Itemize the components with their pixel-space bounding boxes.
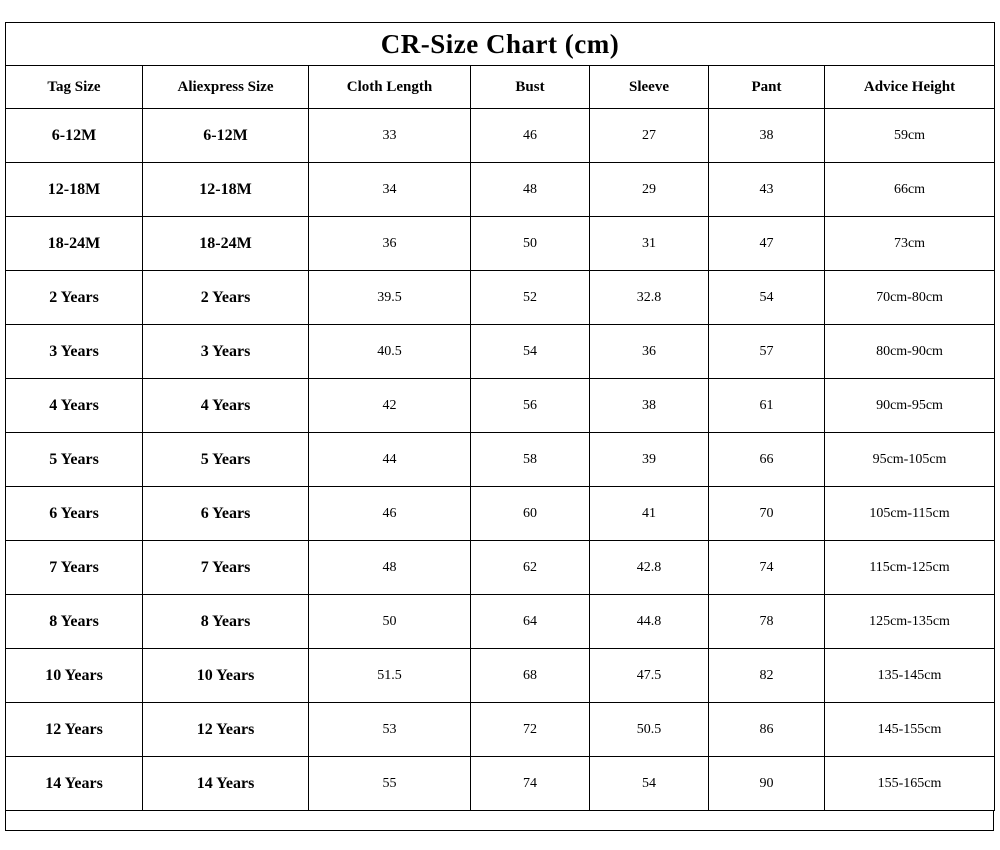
cell-tag-size: 5 Years bbox=[6, 433, 143, 487]
cell-sleeve: 41 bbox=[590, 487, 709, 541]
chart-title-row bbox=[6, 23, 995, 66]
column-header-aliexpress-size: Aliexpress Size bbox=[143, 66, 309, 109]
cell-cloth-length: 48 bbox=[309, 541, 471, 595]
table-row bbox=[6, 217, 995, 271]
cell-advice-height: 66cm bbox=[825, 163, 995, 217]
cell-tag-size: 12 Years bbox=[6, 703, 143, 757]
cell-sleeve: 44.8 bbox=[590, 595, 709, 649]
table-row bbox=[6, 163, 995, 217]
cell-advice-height: 95cm-105cm bbox=[825, 433, 995, 487]
cell-aliexpress-size: 12-18M bbox=[143, 163, 309, 217]
cell-advice-height: 59cm bbox=[825, 109, 995, 163]
cell-cloth-length: 34 bbox=[309, 163, 471, 217]
table-row bbox=[6, 109, 995, 163]
cell-pant: 70 bbox=[709, 487, 825, 541]
cell-pant: 57 bbox=[709, 325, 825, 379]
cell-aliexpress-size: 8 Years bbox=[143, 595, 309, 649]
cell-bust: 54 bbox=[471, 325, 590, 379]
cell-aliexpress-size: 3 Years bbox=[143, 325, 309, 379]
cell-advice-height: 70cm-80cm bbox=[825, 271, 995, 325]
cell-pant: 47 bbox=[709, 217, 825, 271]
cell-aliexpress-size: 5 Years bbox=[143, 433, 309, 487]
cell-tag-size: 3 Years bbox=[6, 325, 143, 379]
cell-cloth-length: 44 bbox=[309, 433, 471, 487]
cell-sleeve: 47.5 bbox=[590, 649, 709, 703]
cell-advice-height: 115cm-125cm bbox=[825, 541, 995, 595]
column-header-cloth-length: Cloth Length bbox=[309, 66, 471, 109]
column-header-row bbox=[6, 66, 995, 109]
cell-cloth-length: 39.5 bbox=[309, 271, 471, 325]
cell-sleeve: 39 bbox=[590, 433, 709, 487]
cell-cloth-length: 50 bbox=[309, 595, 471, 649]
table-row bbox=[6, 379, 995, 433]
cell-pant: 43 bbox=[709, 163, 825, 217]
cell-sleeve: 31 bbox=[590, 217, 709, 271]
table-row bbox=[6, 757, 995, 811]
cell-pant: 54 bbox=[709, 271, 825, 325]
cell-pant: 61 bbox=[709, 379, 825, 433]
cell-tag-size: 6 Years bbox=[6, 487, 143, 541]
cell-pant: 38 bbox=[709, 109, 825, 163]
cell-sleeve: 27 bbox=[590, 109, 709, 163]
cell-cloth-length: 33 bbox=[309, 109, 471, 163]
table-row bbox=[6, 325, 995, 379]
table-row bbox=[6, 595, 995, 649]
cell-advice-height: 90cm-95cm bbox=[825, 379, 995, 433]
cell-pant: 86 bbox=[709, 703, 825, 757]
cell-bust: 58 bbox=[471, 433, 590, 487]
cell-tag-size: 18-24M bbox=[6, 217, 143, 271]
column-header-sleeve: Sleeve bbox=[590, 66, 709, 109]
cell-aliexpress-size: 7 Years bbox=[143, 541, 309, 595]
cell-aliexpress-size: 6 Years bbox=[143, 487, 309, 541]
cell-tag-size: 8 Years bbox=[6, 595, 143, 649]
cell-sleeve: 29 bbox=[590, 163, 709, 217]
cell-bust: 62 bbox=[471, 541, 590, 595]
cell-tag-size: 7 Years bbox=[6, 541, 143, 595]
cell-bust: 46 bbox=[471, 109, 590, 163]
size-chart-page bbox=[0, 22, 1000, 850]
cell-cloth-length: 55 bbox=[309, 757, 471, 811]
cell-pant: 74 bbox=[709, 541, 825, 595]
column-header-tag-size: Tag Size bbox=[6, 66, 143, 109]
cell-aliexpress-size: 2 Years bbox=[143, 271, 309, 325]
table-row bbox=[6, 541, 995, 595]
cell-sleeve: 38 bbox=[590, 379, 709, 433]
chart-title: CR-Size Chart (cm) bbox=[6, 23, 995, 66]
cell-sleeve: 32.8 bbox=[590, 271, 709, 325]
cell-pant: 66 bbox=[709, 433, 825, 487]
cell-bust: 68 bbox=[471, 649, 590, 703]
cell-tag-size: 14 Years bbox=[6, 757, 143, 811]
cell-cloth-length: 36 bbox=[309, 217, 471, 271]
cell-cloth-length: 46 bbox=[309, 487, 471, 541]
cell-bust: 74 bbox=[471, 757, 590, 811]
table-row bbox=[6, 433, 995, 487]
size-chart-body bbox=[6, 23, 995, 811]
cell-tag-size: 10 Years bbox=[6, 649, 143, 703]
table-row bbox=[6, 271, 995, 325]
cell-sleeve: 54 bbox=[590, 757, 709, 811]
cell-advice-height: 105cm-115cm bbox=[825, 487, 995, 541]
column-header-pant: Pant bbox=[709, 66, 825, 109]
cell-advice-height: 145-155cm bbox=[825, 703, 995, 757]
cell-pant: 82 bbox=[709, 649, 825, 703]
cell-sleeve: 50.5 bbox=[590, 703, 709, 757]
cell-cloth-length: 42 bbox=[309, 379, 471, 433]
cell-aliexpress-size: 6-12M bbox=[143, 109, 309, 163]
cell-bust: 72 bbox=[471, 703, 590, 757]
cell-aliexpress-size: 4 Years bbox=[143, 379, 309, 433]
cell-bust: 56 bbox=[471, 379, 590, 433]
table-row bbox=[6, 487, 995, 541]
cell-aliexpress-size: 14 Years bbox=[143, 757, 309, 811]
cell-tag-size: 2 Years bbox=[6, 271, 143, 325]
cell-aliexpress-size: 12 Years bbox=[143, 703, 309, 757]
cell-bust: 64 bbox=[471, 595, 590, 649]
cell-cloth-length: 51.5 bbox=[309, 649, 471, 703]
column-header-bust: Bust bbox=[471, 66, 590, 109]
cell-tag-size: 6-12M bbox=[6, 109, 143, 163]
cell-advice-height: 135-145cm bbox=[825, 649, 995, 703]
cell-cloth-length: 53 bbox=[309, 703, 471, 757]
cell-sleeve: 42.8 bbox=[590, 541, 709, 595]
table-row bbox=[6, 703, 995, 757]
cell-bust: 50 bbox=[471, 217, 590, 271]
size-chart-table bbox=[5, 22, 995, 811]
cell-aliexpress-size: 18-24M bbox=[143, 217, 309, 271]
cell-aliexpress-size: 10 Years bbox=[143, 649, 309, 703]
cell-advice-height: 80cm-90cm bbox=[825, 325, 995, 379]
cell-bust: 52 bbox=[471, 271, 590, 325]
cell-bust: 60 bbox=[471, 487, 590, 541]
cell-tag-size: 12-18M bbox=[6, 163, 143, 217]
cell-pant: 78 bbox=[709, 595, 825, 649]
column-header-advice-height: Advice Height bbox=[825, 66, 995, 109]
cell-advice-height: 125cm-135cm bbox=[825, 595, 995, 649]
cell-pant: 90 bbox=[709, 757, 825, 811]
cell-bust: 48 bbox=[471, 163, 590, 217]
cell-advice-height: 155-165cm bbox=[825, 757, 995, 811]
cell-advice-height: 73cm bbox=[825, 217, 995, 271]
table-row bbox=[6, 649, 995, 703]
cell-tag-size: 4 Years bbox=[6, 379, 143, 433]
cell-cloth-length: 40.5 bbox=[309, 325, 471, 379]
cell-sleeve: 36 bbox=[590, 325, 709, 379]
table-footer-strip bbox=[5, 811, 994, 831]
